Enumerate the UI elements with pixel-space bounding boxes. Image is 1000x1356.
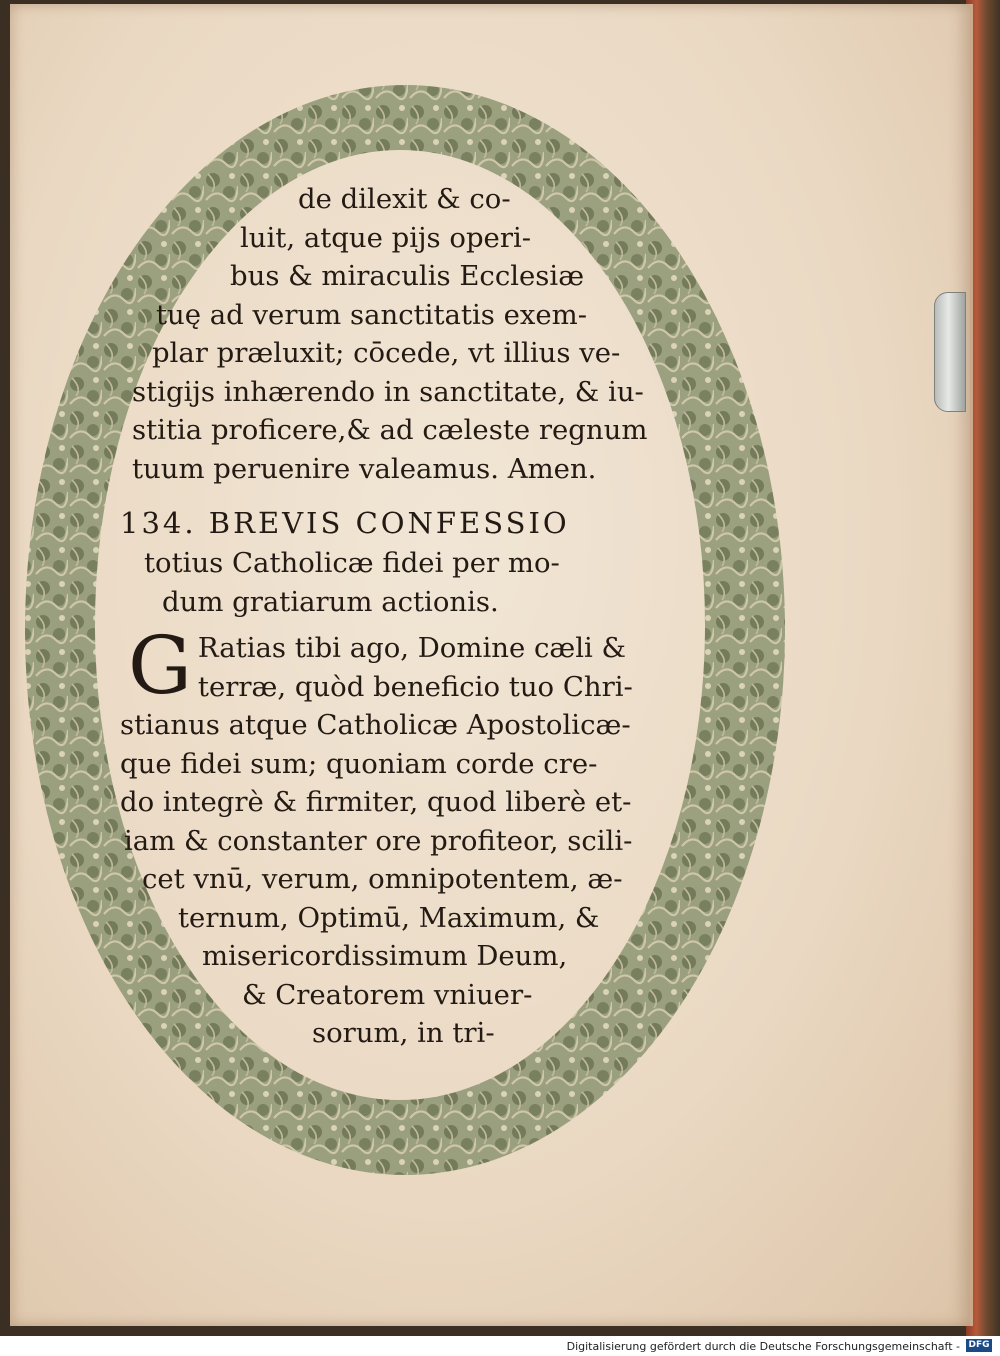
text-line: & Creatorem vniuer-	[242, 978, 533, 1011]
heading-line: dum gratiarum actionis.	[162, 585, 499, 618]
text-line: iam & constanter ore profiteor, scili-	[124, 824, 633, 857]
text-line: stitia proficere,& ad cæleste regnum	[132, 414, 648, 446]
drop-cap-initial: G	[128, 619, 192, 712]
text-line: plar præluxit; cōcede, vt illius ve-	[152, 337, 621, 369]
text-line: stigijs inhærendo in sanctitate, & iu-	[132, 375, 644, 408]
text-line: tuum peruenire valeamus. Amen.	[132, 452, 597, 485]
text-line: luit, atque pijs operi-	[240, 221, 532, 254]
page-clip	[934, 292, 966, 412]
text-line: sorum, in tri-	[312, 1017, 495, 1049]
section-heading	[120, 502, 720, 544]
text-line: do integrè & firmiter, quod liberè et-	[120, 786, 632, 818]
text-line: misericordissimum Deum,	[202, 940, 568, 972]
digitization-footer	[0, 1336, 1000, 1356]
funding-notice: Digitalisierung gefördert durch die Deutsche Forschungsgemeinschaft -	[566, 1340, 960, 1353]
text-line: bus & miraculis Ecclesiæ	[230, 260, 585, 292]
text-line: tuę ad verum sanctitatis exem-	[156, 298, 588, 331]
heading-line: totius Catholicæ fidei per mo-	[144, 547, 560, 579]
text-line: que fidei sum; quoniam corde cre-	[120, 747, 598, 780]
text-line: cet vnū, verum, omnipotentem, æ-	[142, 863, 623, 895]
prayer-text	[120, 180, 720, 1053]
confession-paragraph	[120, 619, 720, 1053]
section-title: BREVIS CONFESSIO	[208, 506, 570, 540]
text-line: terræ, quòd beneficio tuo Chri-	[197, 670, 633, 703]
text-line: stianus atque Catholicæ Apostolicæ-	[120, 709, 631, 741]
text-line: de dilexit & co-	[298, 183, 511, 215]
text-line: ternum, Optimū, Maximum, &	[178, 901, 600, 934]
dfg-logo[interactable]: DFG	[966, 1339, 992, 1352]
text-line: Ratias tibi ago, Domine cæli &	[197, 632, 627, 664]
section-number: 134.	[120, 506, 197, 540]
